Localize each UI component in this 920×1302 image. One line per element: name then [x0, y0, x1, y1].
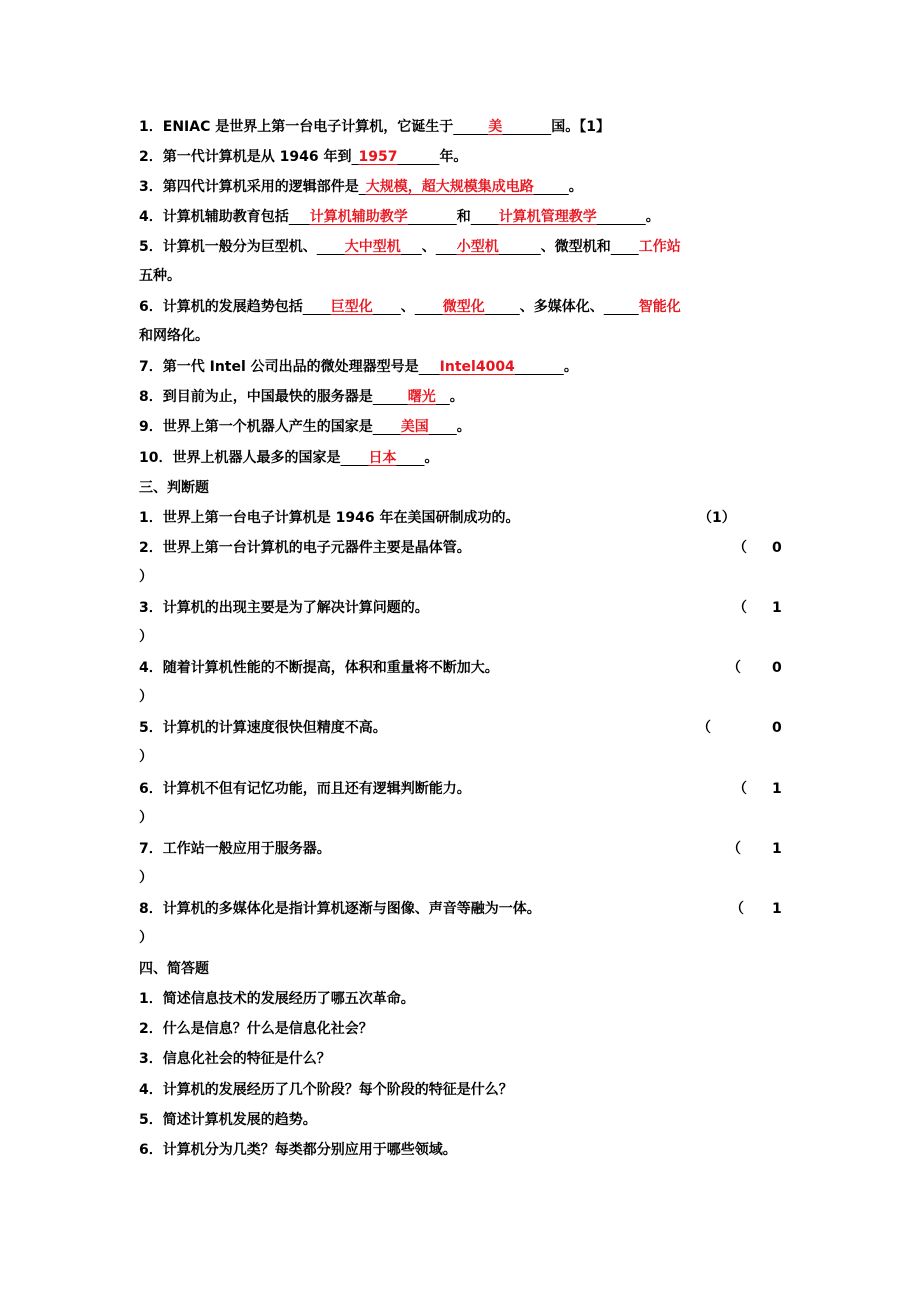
judge-answer-2: 0 — [772, 540, 782, 556]
judge-item-4: 4．随着计算机性能的不断提高，体积和重量将不断加大。 — [139, 660, 499, 676]
fill-item-7: 7．第一代 Intel 公司出品的微处理器型号是 Intel4004 。 — [139, 359, 578, 375]
open-paren: （ — [733, 600, 747, 616]
fill-item-5-cont: 五种。 — [139, 268, 181, 284]
short-item-1: 1．简述信息技术的发展经历了哪五次革命。 — [139, 991, 415, 1007]
judge-answer-1: （1） — [698, 510, 736, 526]
answer: 智能化 — [638, 299, 681, 315]
judge-answer-7: 1 — [772, 841, 782, 857]
fill-item-5: 5．计算机一般分为巨型机、 大中型机 、 小型机 、微型机和 工作站 — [139, 239, 681, 255]
close-paren: ） — [139, 689, 153, 705]
answer: 计算机管理教学 — [498, 209, 597, 225]
short-item-4: 4．计算机的发展经历了几个阶段？每个阶段的特征是什么？ — [139, 1082, 513, 1098]
fill-item-4: 4．计算机辅助教育包括 计算机辅助教学 和 计算机管理教学 。 — [139, 209, 660, 225]
open-paren: （ — [697, 720, 711, 736]
judge-answer-5: 0 — [772, 720, 782, 736]
fill-item-9: 9．世界上第一个机器人产生的国家是 美国 。 — [139, 419, 471, 435]
short-item-5: 5．简述计算机发展的趋势。 — [139, 1112, 317, 1128]
judge-answer-4: 0 — [772, 660, 782, 676]
judge-answer-3: 1 — [772, 600, 782, 616]
fill-item-2: 2．第一代计算机是从 1946 年到 1957 年。 — [139, 149, 468, 165]
answer: 计算机辅助教学 — [309, 209, 408, 225]
answer: 1957 — [358, 149, 398, 165]
judge-item-8: 8．计算机的多媒体化是指计算机逐渐与图像、声音等融为一体。 — [139, 901, 541, 917]
close-paren: ） — [139, 569, 153, 585]
answer: 工作站 — [638, 239, 681, 255]
judge-answer-8: 1 — [772, 901, 782, 917]
short-item-6: 6．计算机分为几类？每类都分别应用于哪些领域。 — [139, 1142, 457, 1158]
open-paren: （ — [733, 781, 747, 797]
answer: 大规模，超大规模集成电路 — [365, 179, 534, 195]
fill-item-6-cont: 和网络化。 — [139, 328, 209, 344]
judge-item-6: 6．计算机不但有记忆功能，而且还有逻辑判断能力。 — [139, 781, 471, 797]
judge-item-5: 5．计算机的计算速度很快但精度不高。 — [139, 720, 387, 736]
judge-item-3: 3．计算机的出现主要是为了解决计算问题的。 — [139, 600, 429, 616]
judge-item-7: 7．工作站一般应用于服务器。 — [139, 841, 331, 857]
answer: 美 — [488, 119, 503, 135]
answer: 微型化 — [442, 299, 485, 315]
fill-item-1: 1．ENIAC 是世界上第一台电子计算机，它诞生于 美 国。【1】 — [139, 119, 610, 135]
short-item-2: 2．什么是信息？什么是信息化社会？ — [139, 1021, 373, 1037]
close-paren: ） — [139, 749, 153, 765]
close-paren: ） — [139, 629, 153, 645]
judge-item-2: 2．世界上第一台计算机的电子元器件主要是晶体管。 — [139, 540, 471, 556]
answer: 曙光 — [407, 389, 436, 405]
short-item-3: 3．信息化社会的特征是什么？ — [139, 1051, 331, 1067]
answer: 日本 — [368, 450, 397, 466]
answer: Intel4004 — [439, 359, 515, 375]
answer: 美国 — [400, 419, 429, 435]
judge-answer-6: 1 — [772, 781, 782, 797]
fill-item-6: 6．计算机的发展趋势包括 巨型化 、 微型化 、多媒体化、 智能化 — [139, 299, 681, 315]
open-paren: （ — [727, 841, 741, 857]
fill-item-3: 3．第四代计算机采用的逻辑部件是 大规模，超大规模集成电路 。 — [139, 179, 583, 195]
answer: 小型机 — [456, 239, 499, 255]
fill-item-8: 8．到目前为止，中国最快的服务器是 曙光 。 — [139, 389, 464, 405]
answer: 巨型化 — [330, 299, 373, 315]
open-paren: （ — [727, 660, 741, 676]
answer: 大中型机 — [344, 239, 401, 255]
section-title-short: 四、简答题 — [139, 961, 209, 977]
fill-item-10: 10．世界上机器人最多的国家是 日本 。 — [139, 450, 439, 466]
close-paren: ） — [139, 810, 153, 826]
judge-item-1: 1．世界上第一台电子计算机是 1946 年在美国研制成功的。 — [139, 510, 520, 526]
open-paren: （ — [730, 901, 744, 917]
close-paren: ） — [139, 870, 153, 886]
section-title-judge: 三、判断题 — [139, 480, 209, 496]
open-paren: （ — [733, 540, 747, 556]
close-paren: ） — [139, 930, 153, 946]
